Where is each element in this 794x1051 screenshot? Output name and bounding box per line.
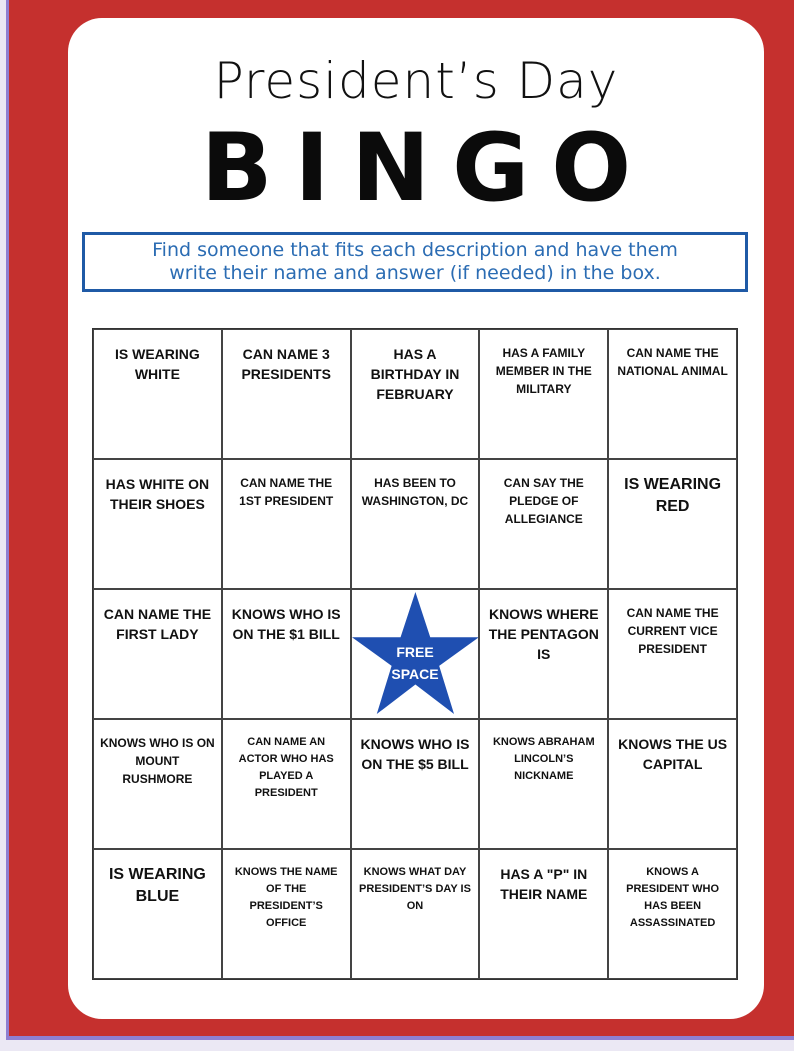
bingo-cell-11[interactable] <box>93 589 222 719</box>
bingo-cell-22[interactable] <box>222 849 351 979</box>
title-presidents-day: President’s Day <box>213 52 619 110</box>
bingo-cell-6[interactable] <box>93 459 222 589</box>
bingo-cell-8[interactable] <box>351 459 480 589</box>
bingo-cell-3[interactable] <box>351 329 480 459</box>
cell-text: CAN NAME AN ACTOR WHO HAS PLAYED A PRESIDENT <box>238 736 334 799</box>
bingo-cell-14[interactable] <box>479 589 608 719</box>
bingo-cell-10[interactable] <box>608 459 737 589</box>
free-space-label <box>391 641 438 685</box>
cell-text: HAS BEEN TO WASHINGTON, DC <box>361 476 469 508</box>
instructions-line-1: Find someone that fits each description and have them <box>152 239 678 261</box>
bingo-cell-18[interactable] <box>351 719 480 849</box>
free-space-line-2: SPACE <box>391 666 439 682</box>
cell-text: HAS A FAMILY MEMBER IN THE MILITARY <box>495 346 592 396</box>
bingo-cell-4[interactable] <box>479 329 608 459</box>
bingo-cell-15[interactable] <box>608 589 737 719</box>
cell-text: KNOWS WHERE THE PENTAGON IS <box>488 606 599 662</box>
cell-text: IS WEARING BLUE <box>108 866 206 905</box>
bingo-cell-21[interactable] <box>93 849 222 979</box>
cell-text: CAN NAME THE NATIONAL ANIMAL <box>617 346 728 378</box>
cell-text: HAS A "P" IN THEIR NAME <box>500 866 588 902</box>
bingo-cell-23[interactable] <box>351 849 480 979</box>
bingo-cell-19[interactable] <box>479 719 608 849</box>
bingo-cell-17[interactable] <box>222 719 351 849</box>
bingo-cell-1[interactable] <box>93 329 222 459</box>
cell-text: KNOWS A PRESIDENT WHO HAS BEEN ASSASSINATED <box>626 866 720 929</box>
bingo-cell-20[interactable] <box>608 719 737 849</box>
cell-text: KNOWS ABRAHAM LINCOLN’S NICKNAME <box>492 736 595 782</box>
bingo-cell-25[interactable] <box>608 849 737 979</box>
cell-text: KNOWS WHO IS ON THE $5 BILL <box>360 736 470 772</box>
cell-text: KNOWS THE NAME OF THE PRESIDENT’S OFFICE <box>234 866 338 929</box>
cell-text: CAN NAME THE FIRST LADY <box>103 606 212 642</box>
cell-text: HAS WHITE ON THEIR SHOES <box>105 476 210 512</box>
bingo-cell-24[interactable] <box>479 849 608 979</box>
instructions-line-2: write their name and answer (if needed) in the box. <box>169 262 661 284</box>
bingo-cell-2[interactable] <box>222 329 351 459</box>
free-space-line-1: FREE <box>396 644 434 660</box>
bingo-cell-12[interactable] <box>222 589 351 719</box>
cell-text: KNOWS WHO IS ON MOUNT RUSHMORE <box>100 736 215 786</box>
bingo-cell-7[interactable] <box>222 459 351 589</box>
cell-text: KNOWS WHAT DAY PRESIDENT’S DAY IS ON <box>359 866 471 912</box>
cell-text: CAN NAME 3 PRESIDENTS <box>241 346 331 382</box>
bingo-cell-9[interactable] <box>479 459 608 589</box>
cell-text: IS WEARING WHITE <box>115 346 200 382</box>
bingo-cell-16[interactable] <box>93 719 222 849</box>
cell-text: HAS A BIRTHDAY IN FEBRUARY <box>370 346 460 402</box>
cell-text: KNOWS WHO IS ON THE $1 BILL <box>231 606 341 642</box>
bingo-cell-5[interactable] <box>608 329 737 459</box>
cell-text: CAN NAME THE 1ST PRESIDENT <box>239 476 334 508</box>
cell-text: CAN SAY THE PLEDGE OF ALLEGIANCE <box>503 476 584 526</box>
cell-text: CAN NAME THE CURRENT VICE PRESIDENT <box>626 606 719 656</box>
free-space-cell[interactable] <box>351 589 480 719</box>
bingo-card <box>68 18 764 1019</box>
cell-text: KNOWS THE US CAPITAL <box>618 736 728 772</box>
instructions-box <box>82 232 748 292</box>
title-bingo: BINGO <box>200 114 654 223</box>
cell-text: IS WEARING RED <box>624 476 722 515</box>
bingo-grid <box>92 328 738 980</box>
